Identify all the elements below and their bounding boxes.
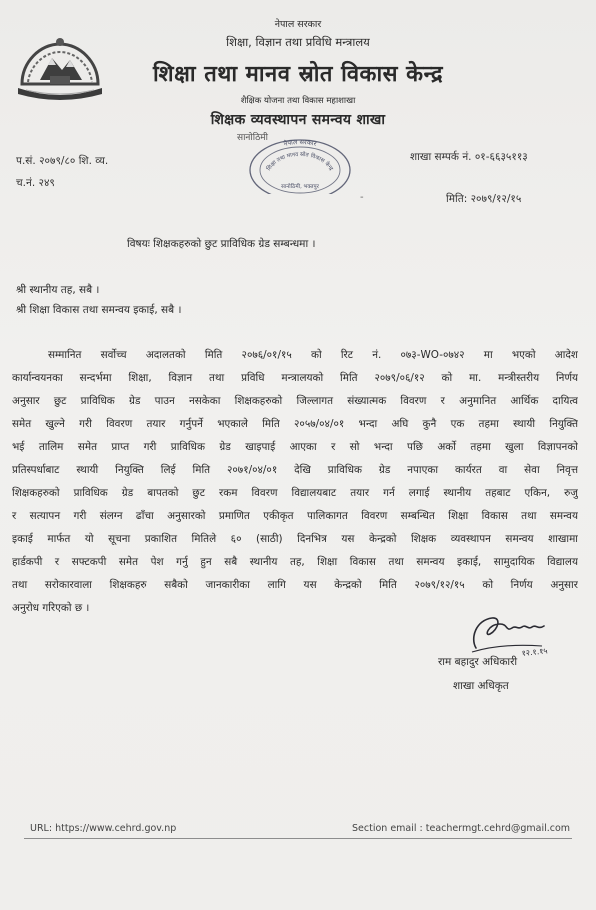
footer-divider: [24, 838, 572, 839]
division-name: शैक्षिक योजना तथा विकास महाशाखा: [240, 96, 356, 106]
addressee-line: श्री शिक्षा विकास तथा समन्वय इकाई, सबै ।: [16, 304, 182, 316]
footer-url: URL: https://www.cehrd.gov.np: [30, 823, 177, 834]
dispatch-number: च.नं. २४९: [16, 177, 55, 189]
body-line: हार्डकपी र सफ्टकपी समेत पेश गर्नु हुन सबै स्थानीय तह, शिक्षा विकास तथा समन्वय इकाई, सामुदायिक विद्यालय: [12, 556, 578, 568]
body-line: शिक्षकहरुको प्राविधिक ग्रेड बापतको छुट रकम विवरण विद्यालयबाट तयार गर्न लगाई स्थानीय तहबाट एकिन, रुजु: [12, 487, 578, 499]
letter-subject: विषयः शिक्षकहरुको छुट प्राविधिक ग्रेड सम्बन्धमा ।: [127, 238, 316, 250]
body-line: प्रतिस्पर्धाबाट स्थायी नियुक्ति लिई मिति २०७१/०४/०१ देखि प्राविधिक ग्रेड नपाएका कार्यरत वा सेवा निवृत्त: [12, 464, 578, 476]
body-line: र सत्यापन गरी संलग्न ढाँचा अनुसारको प्रमाणित एकीकृत पालिकागत विवरण सम्बन्धित शिक्षा विकास तथा समन्वय: [12, 510, 578, 522]
section-name: शिक्षक व्यवस्थापन समन्वय शाखा: [210, 112, 386, 128]
signature-date: १२.१.१५: [521, 646, 548, 658]
body-line: कार्यान्वयनका सन्दर्भमा शिक्षा, विज्ञान तथा प्रविधि मन्त्रालयको मिति २०७९/०६/१२ को मा. मन्त्रीस्तरीय निर्णय: [12, 372, 578, 384]
ministry-name: शिक्षा, विज्ञान तथा प्रविधि मन्त्रालय: [226, 35, 370, 49]
svg-text:शिक्षा तथा मानव स्रोत विकास के: [265, 150, 335, 173]
seal-caption: सानोठिमी: [237, 133, 269, 143]
body-line: इकाई मार्फत यो सूचना प्रकाशित मितिले ६० (साठी) दिनभित्र यस केन्द्रको शिक्षक व्यवस्थापन समन्वय शाखामा: [12, 533, 578, 545]
section-phone: शाखा सम्पर्क नं. ०१-६६३५११३: [410, 151, 528, 163]
seal-outer-text: नेपाल सरकार: [282, 137, 318, 148]
svg-text:नेपाल सरकार: [283, 138, 318, 148]
signatory-name: राम बहादुर अधिकारी: [438, 656, 518, 668]
signatory-title: शाखा अधिकृत: [453, 680, 509, 692]
body-line: अनुसार छुट प्राविधिक ग्रेड पाउन नसकेका शिक्षकहरुको जिल्लागत संख्यात्मक विवरण र अनुमानित आर्थिक दायित्व: [12, 395, 578, 407]
body-line: सम्मानित सर्वोच्च अदालतको मिति २०७६/०१/१५ को रिट नं. ०७३-WO-०७४२ मा भएको आदेश: [48, 349, 578, 361]
footer-email: Section email : teachermgt.cehrd@gmail.com: [352, 823, 571, 834]
seal-place-text: सानोठिमी, भक्तपुर: [281, 184, 319, 190]
margin-mark: -: [360, 192, 364, 203]
letter-date: मिति: २०७९/१२/१५: [446, 193, 522, 205]
body-line: समेत खुल्ने गरी विवरण तयार गर्नुपर्ने भएकाले मिति २०५७/०४/०१ भन्दा अघि कुनै एक तहमा स्थायी नियुक्ति: [12, 418, 578, 430]
government-name: नेपाल सरकार: [274, 19, 322, 30]
official-seal-stamp: [234, 132, 364, 194]
body-line: तथा सरोकारवाला शिक्षकहरु सबैको जानकारीका लागि यस केन्द्रको मिति २०७९/१२/१५ को निर्णय अनुसार: [12, 579, 578, 591]
reference-number: प.सं. २०७९/८० शि. व्य.: [16, 155, 109, 167]
addressee-line: श्री स्थानीय तह, सबै ।: [16, 284, 100, 296]
body-line: अनुरोध गरिएको छ ।: [12, 602, 90, 614]
seal-inner-text: शिक्षा तथा मानव स्रोत विकास केन्द्र: [266, 151, 334, 172]
body-line: भई तालिम समेत प्राप्त गरी प्राविधिक ग्रेड खाइपाई आएका र सो भन्दा पछि अर्को तहमा खुला विज्ञापनको: [12, 441, 578, 453]
center-name: शिक्षा तथा मानव स्रोत विकास केन्द्र: [152, 62, 444, 87]
handwritten-signature: [462, 608, 552, 660]
